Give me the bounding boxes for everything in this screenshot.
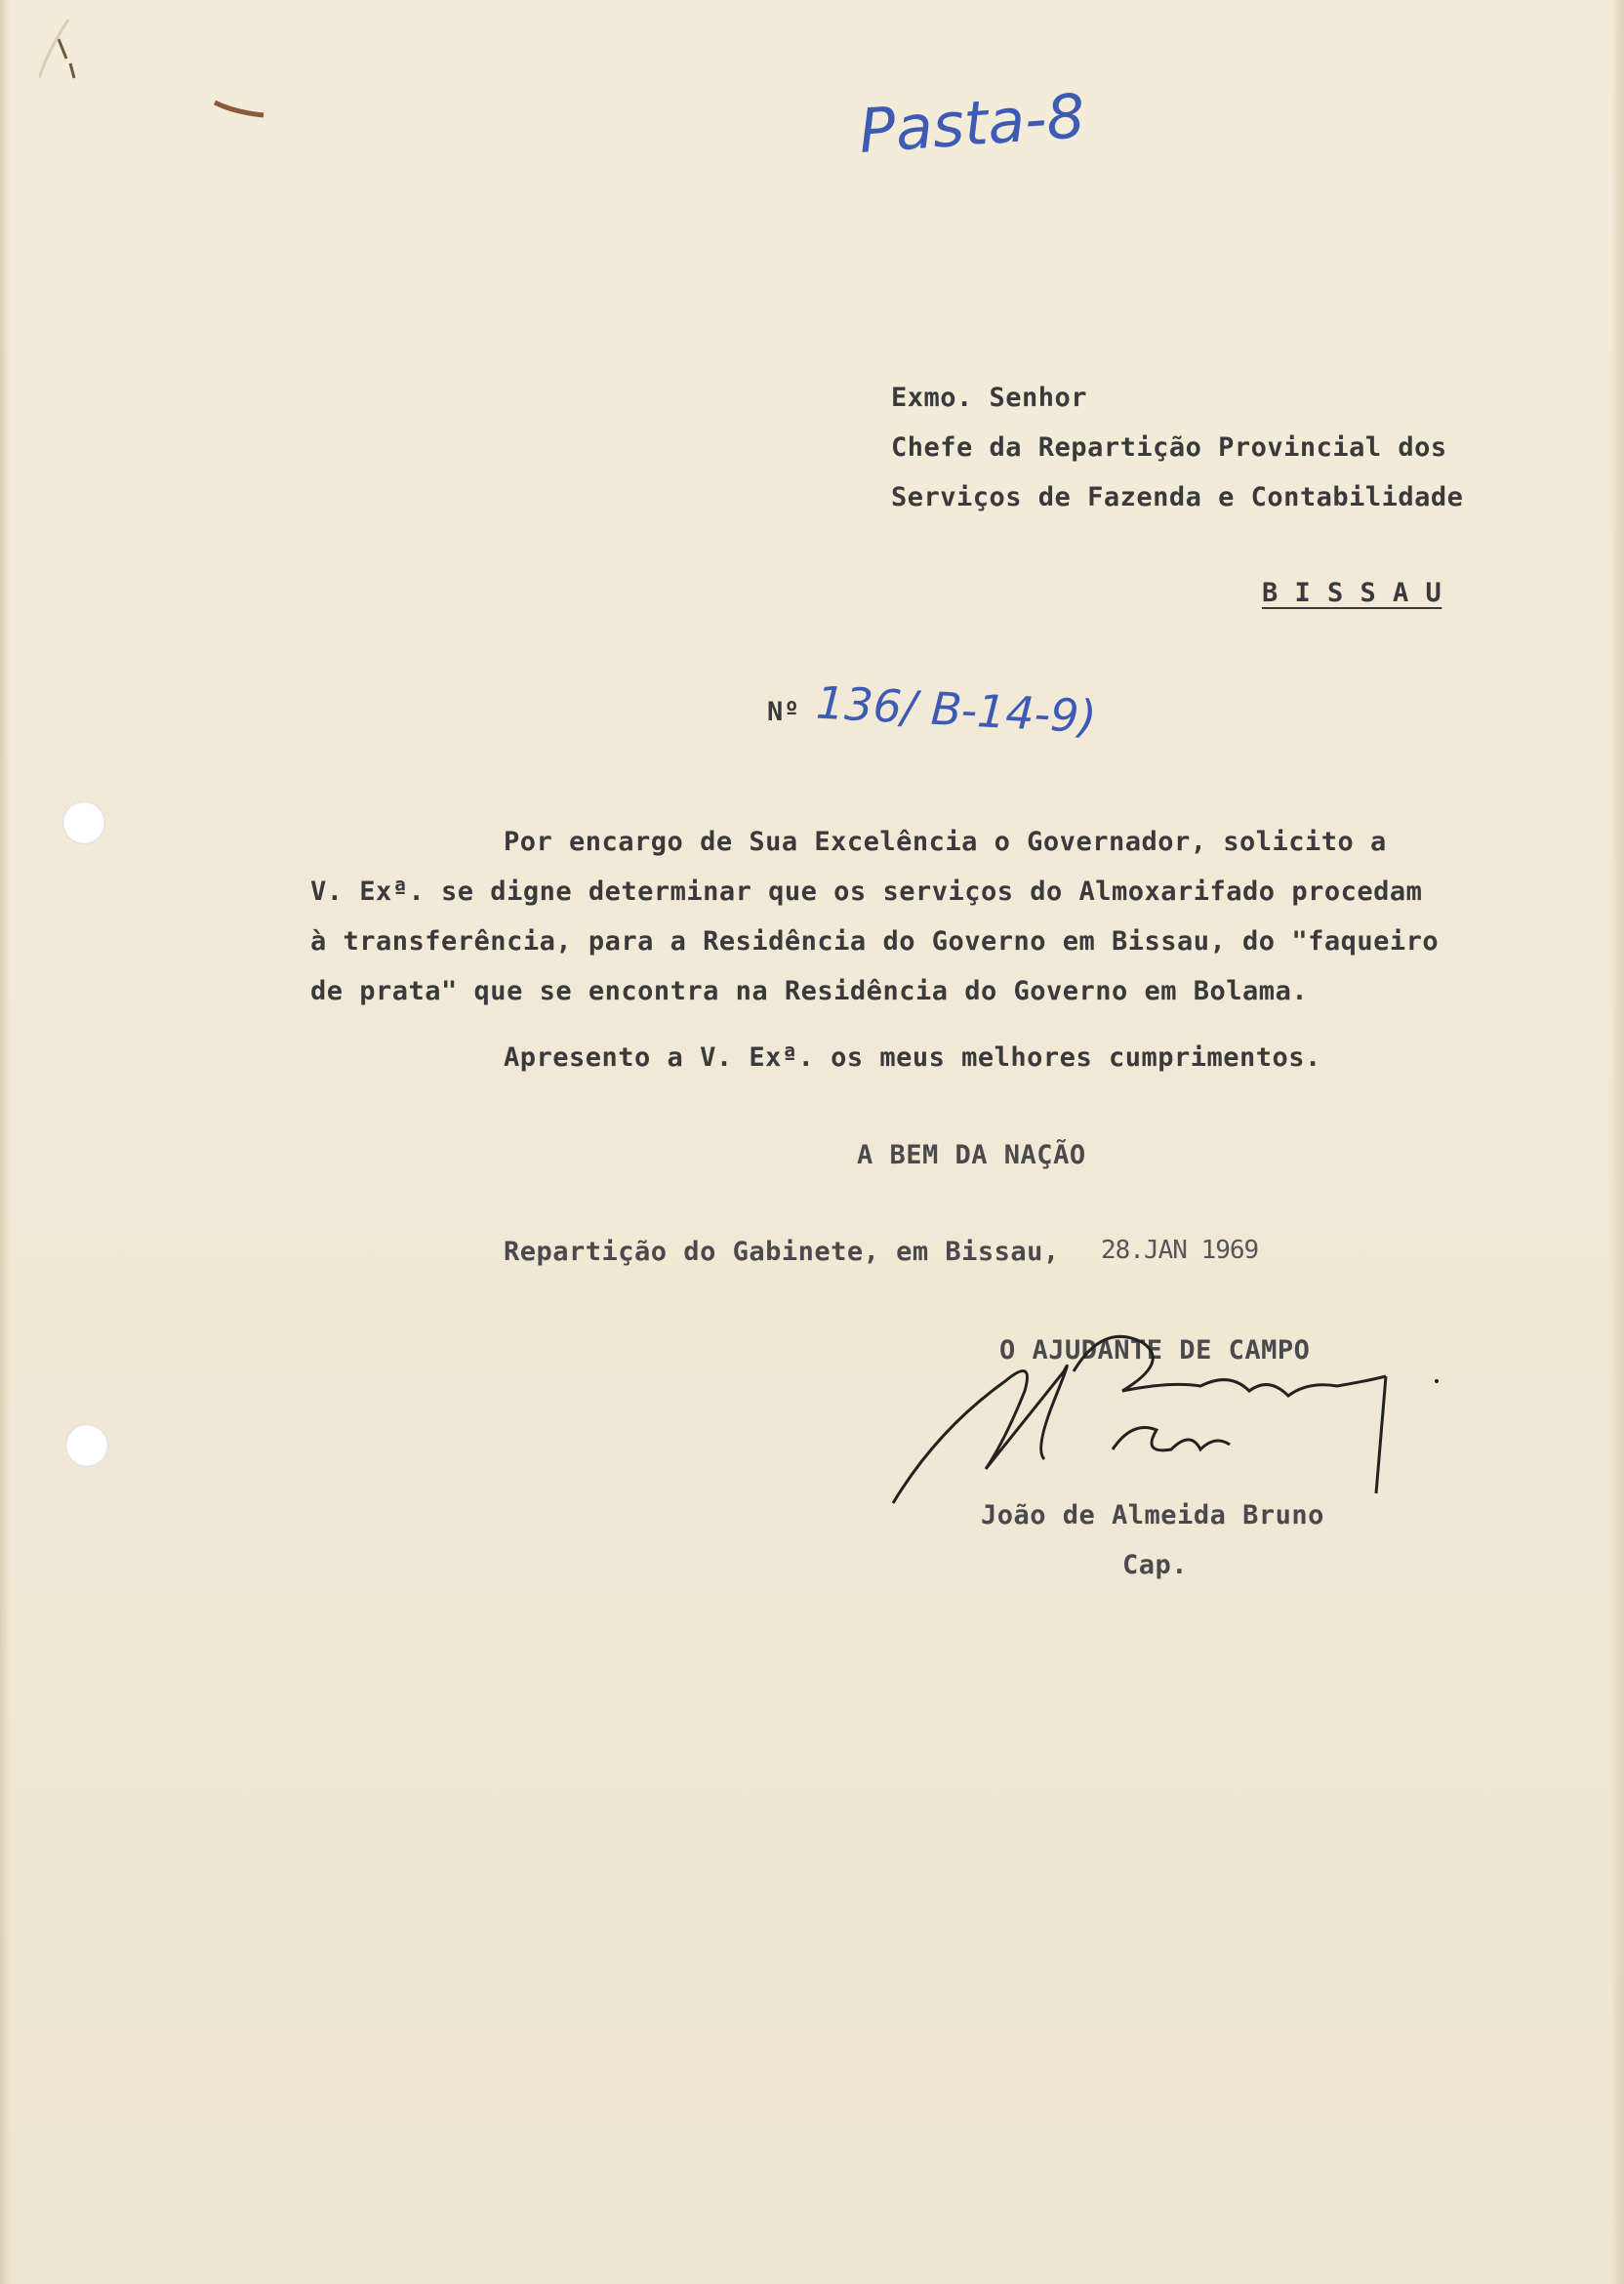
paper-edge-left	[0, 0, 10, 2284]
reference-number-handwritten: 136/ B-14-9)	[814, 675, 1098, 744]
paper-tear-marks	[39, 20, 293, 127]
recipient-office-line1: Chefe da Repartição Provincial dos	[891, 432, 1447, 463]
signatory-rank: Cap.	[1122, 1550, 1189, 1580]
reference-prefix: Nº	[767, 697, 800, 727]
place-date-text: Repartição do Gabinete, em Bissau,	[504, 1237, 1060, 1267]
body-line-1: Por encargo de Sua Excelência o Governador, solicito a	[504, 827, 1387, 857]
signatory-title: O AJUDANTE DE CAMPO	[999, 1335, 1311, 1366]
folder-annotation: Pasta-8	[856, 80, 1088, 167]
recipient-city: B I S S A U	[1262, 578, 1442, 608]
body-line-3: à transferência, para a Residência do Governo em Bissau, do "faqueiro	[310, 926, 1440, 957]
body-line-2: V. Exª. se digne determinar que os serviços do Almoxarifado procedam	[310, 877, 1423, 907]
punch-hole-lower	[65, 1424, 108, 1467]
date-stamp: 28.JAN 1969	[1101, 1236, 1259, 1265]
body-line-4: de prata" que se encontra na Residência do Governo em Bolama.	[310, 976, 1309, 1006]
recipient-office-line2: Serviços de Fazenda e Contabilidade	[891, 482, 1464, 512]
paper-edge-right	[1610, 0, 1624, 2284]
signatory-name: João de Almeida Bruno	[981, 1500, 1324, 1530]
punch-hole-upper	[62, 801, 105, 844]
body-regards: Apresento a V. Exª. os meus melhores cumprimentos.	[504, 1042, 1321, 1073]
recipient-salutation: Exmo. Senhor	[891, 383, 1088, 413]
closing-formula: A BEM DA NAÇÃO	[857, 1140, 1086, 1170]
handwritten-signature	[878, 1313, 1444, 1518]
